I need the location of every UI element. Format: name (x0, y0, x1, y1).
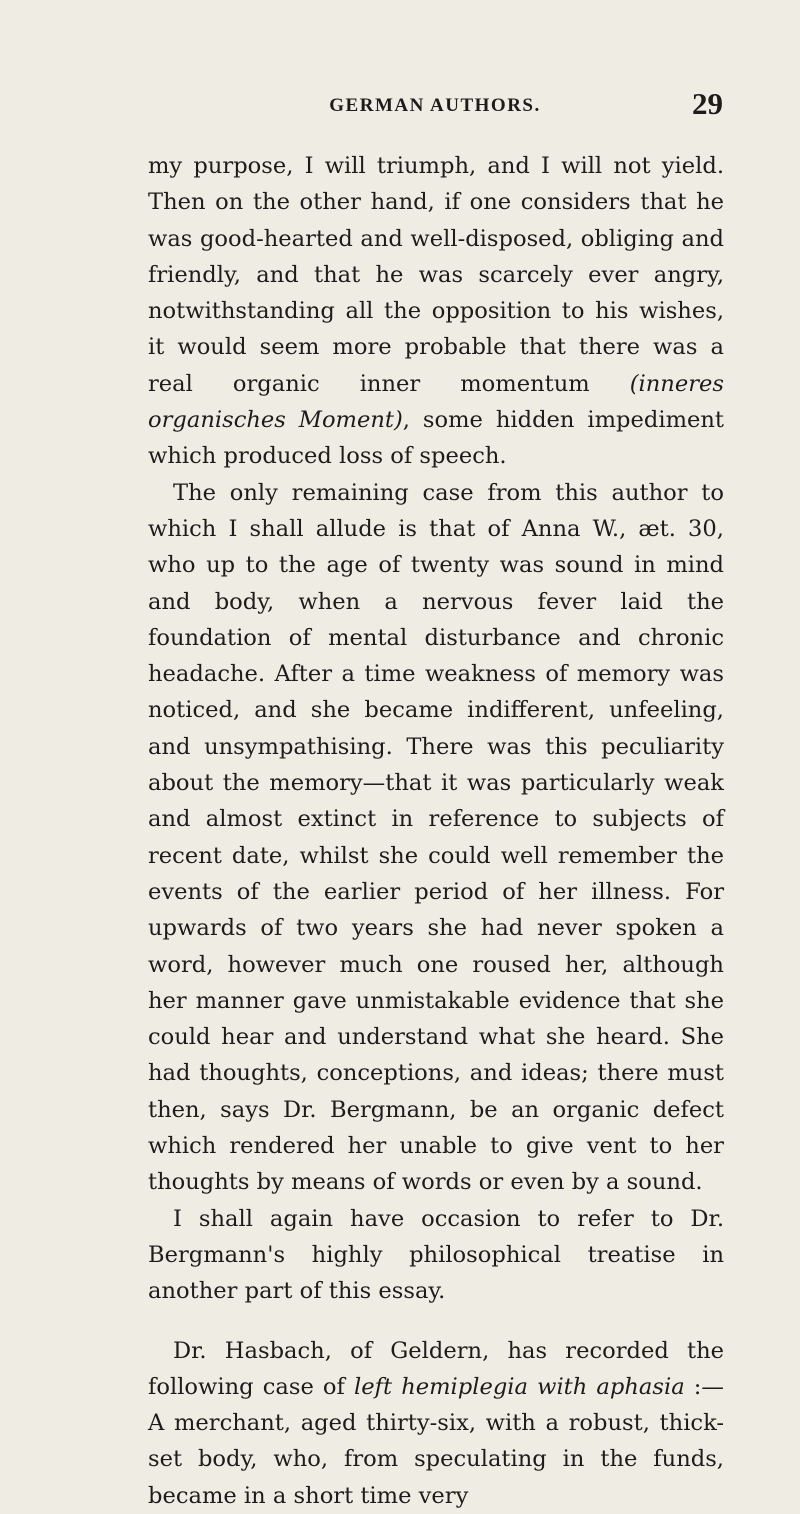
running-title: GERMAN AUTHORS. (329, 95, 541, 116)
text-run: The only remaining case from this author to which I shall allude is that of Anna W., æt. 30, who up to the age of twenty was sound in mind and body, when a nervous fever laid the foundation of mental disturbance and chronic headache. After a time weakness of memory was noticed, and she became indifferent, unfeeling, and unsympathising. There was this peculiarity about the memory—that it was particularly weak and almost extinct in reference to subjects of recent date, whilst she could well remember the events of the earlier period of her illness. For upwards of two years she had never spoken a word, however much one roused her, although her manner gave unmistakable evidence that she could hear and understand what she heard. She had thoughts, conceptions, and ideas; there must then, says Dr. Bergmann, be an organic defect which rendered her unable to give vent to her thoughts by means of words or even by a sound. (148, 479, 724, 1196)
text-run: I shall again have occasion to refer to Dr. Bergmann's highly philosophical treatise in another part of this essay. (148, 1205, 724, 1305)
paragraph-2 (148, 475, 724, 1201)
paragraph-3 (148, 1201, 724, 1310)
italic-run: (inneres organisches Moment) (148, 370, 724, 434)
page-number: 29 (692, 86, 723, 121)
text-run: , some hidden impediment which produced loss of speech. (148, 407, 724, 470)
body-text (148, 148, 724, 1514)
paragraph-1 (148, 148, 724, 475)
paragraph-4 (148, 1333, 724, 1514)
italic-run: left hemiplegia with aphasia (354, 1373, 685, 1400)
text-run: my purpose, I will triumph, and I will not yield. Then on the other hand, if one considers that he was good-hearted and well-disposed, obliging and friendly, and that he was scarcely ever angry, notwithstanding all the opposition to his wishes, it would seem more probable that there was a real organic inner momentum (148, 153, 724, 397)
text-run: :—A merchant, aged thirty-six, with a robust, thick-set body, who, from speculating in the funds, became in a short time very (148, 1373, 724, 1509)
text-run: Dr. Hasbach, of Geldern, has recorded the following case of (148, 1337, 724, 1400)
running-head (147, 86, 723, 126)
